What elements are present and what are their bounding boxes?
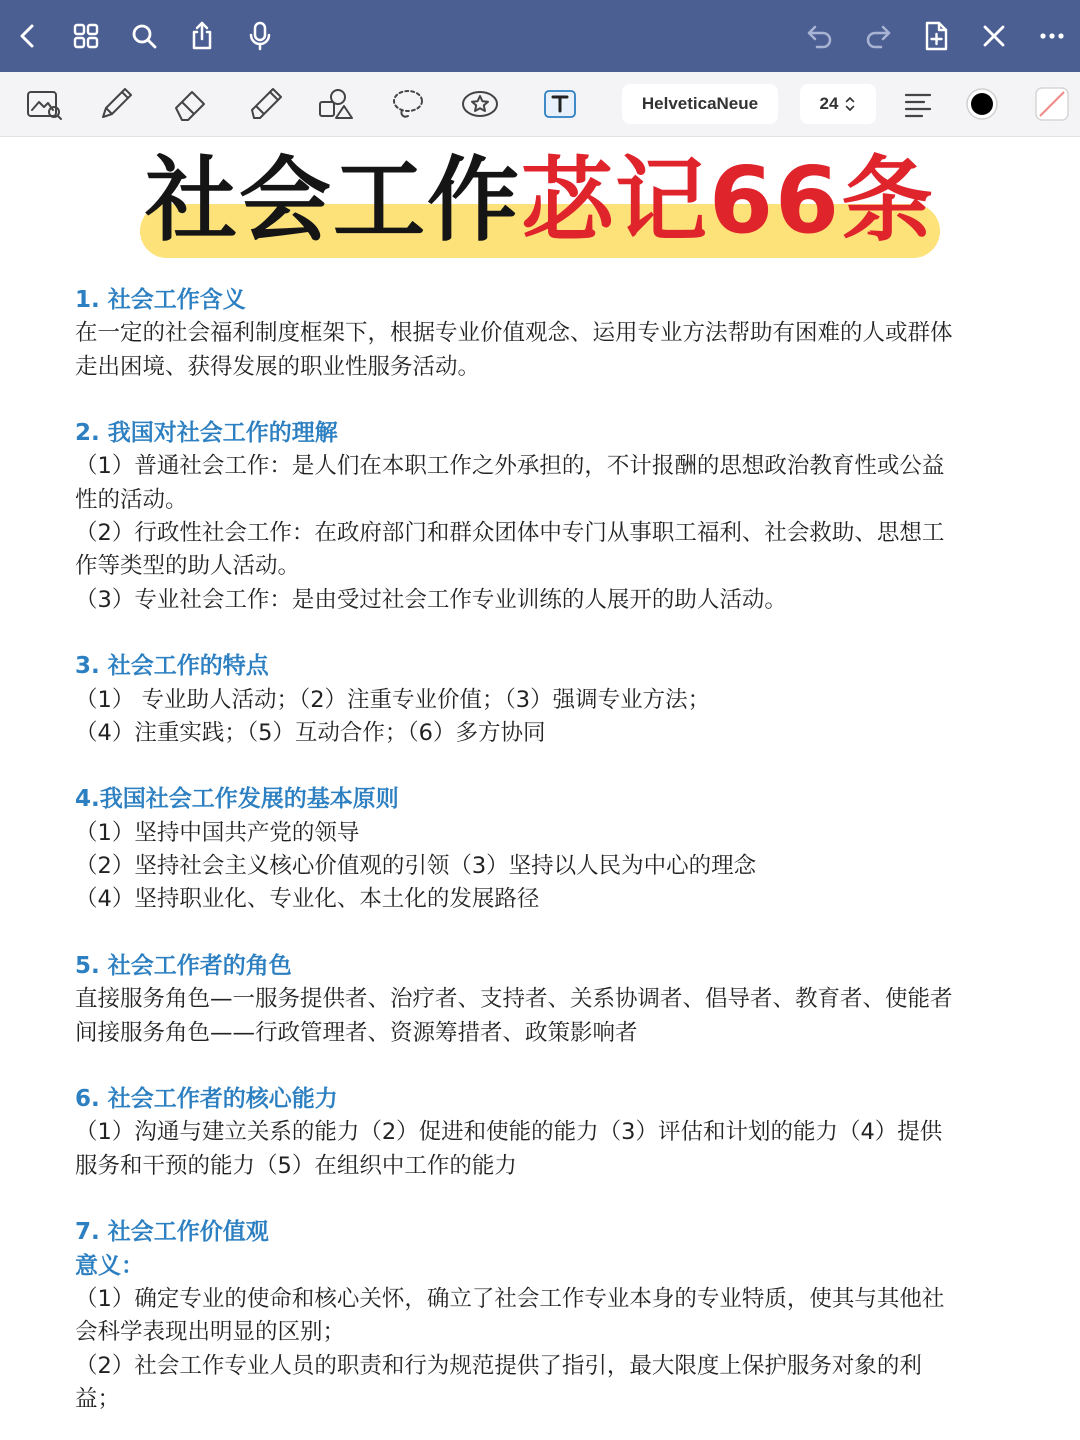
search-icon[interactable] (126, 18, 162, 54)
section-spacer (75, 384, 1015, 417)
section (75, 950, 1015, 1050)
section-spacer (75, 617, 1015, 650)
body-text-line: 间接服务角色——行政管理者、资源筹措者、政策影响者 (75, 1019, 638, 1046)
close-icon[interactable] (976, 18, 1012, 54)
chevron-up-down-icon (844, 95, 856, 113)
sticker-icon[interactable] (458, 82, 502, 126)
eraser-icon[interactable] (168, 82, 212, 126)
title-black-part: 社会工作 (144, 147, 521, 254)
section-heading: 2. 我国对社会工作的理解 (75, 420, 338, 447)
body-text-line: （4）坚持职业化、专业化、本土化的发展路径 (75, 886, 540, 913)
title-red-part: 苾记66条 (520, 147, 936, 254)
section-subheading: 意义： (75, 1252, 144, 1279)
shapes-icon[interactable] (312, 82, 356, 126)
drawing-toolbar (0, 72, 1080, 137)
undo-icon[interactable] (802, 18, 838, 54)
section-spacer (75, 750, 1015, 783)
body-text-line: （2）行政性社会工作：在政府部门和群众团体中专门从事职工福利、社会救助、思想工 (75, 520, 945, 547)
body-text-line: 益； (75, 1385, 121, 1412)
share-icon[interactable] (184, 18, 220, 54)
body-text-line: （1）坚持中国共产党的领导 (75, 819, 360, 846)
microphone-icon[interactable] (242, 18, 278, 54)
highlighter-icon[interactable] (242, 82, 286, 126)
document-title (0, 146, 1080, 256)
section (75, 1216, 1015, 1416)
body-text-line: 在一定的社会福利制度框架下，根据专业价值观念、运用专业方法帮助有困难的人或群体 (75, 320, 953, 347)
back-icon[interactable] (10, 18, 46, 54)
grid-icon[interactable] (68, 18, 104, 54)
document-body[interactable] (75, 284, 1015, 1416)
body-text-line: 性的活动。 (75, 486, 188, 513)
body-text-line: （3）专业社会工作：是由受过社会工作专业训练的人展开的助人活动。 (75, 586, 787, 613)
section-heading: 1. 社会工作含义 (75, 287, 246, 313)
section-spacer (75, 1050, 1015, 1083)
text-align-icon[interactable] (896, 82, 940, 126)
lasso-icon[interactable] (386, 82, 430, 126)
font-size-label: 24 (819, 94, 839, 113)
body-text-line: （2）社会工作专业人员的职责和行为规范提供了指引，最大限度上保护服务对象的利 (75, 1352, 922, 1379)
body-text-line: （1）普通社会工作：是人们在本职工作之外承担的，不计报酬的思想政治教育性或公益 (75, 453, 945, 480)
scan-image-icon[interactable] (22, 82, 66, 126)
section (75, 783, 1015, 916)
font-family-label: HelveticaNeue (641, 94, 759, 113)
font-size-selector[interactable] (800, 84, 876, 124)
section-heading: 6. 社会工作者的核心能力 (75, 1086, 338, 1113)
section-heading: 7. 社会工作价值观 (75, 1219, 269, 1246)
section-heading: 5. 社会工作者的角色 (75, 952, 292, 979)
no-fill-swatch-icon[interactable] (1030, 82, 1074, 126)
color-swatch-black[interactable] (960, 82, 1004, 126)
redo-icon[interactable] (860, 18, 896, 54)
section (75, 417, 1015, 617)
body-text-line: （1） 专业助人活动；（2）注重专业价值；（3）强调专业方法； (75, 686, 711, 713)
section (75, 650, 1015, 750)
body-text-line: 作等类型的助人活动。 (75, 553, 301, 580)
body-text-line: 服务和干预的能力（5）在组织中工作的能力 (75, 1152, 517, 1179)
section (75, 1083, 1015, 1183)
font-family-selector[interactable] (622, 84, 778, 124)
pen-icon[interactable] (94, 82, 138, 126)
body-text-line: 走出困境、获得发展的职业性服务活动。 (75, 353, 481, 380)
document-title-area (0, 140, 1080, 270)
section (75, 284, 1015, 384)
body-text-line: （2）坚持社会主义核心价值观的引领（3）坚持以人民为中心的理念 (75, 853, 757, 880)
body-text-line: 会科学表现出明显的区别； (75, 1319, 346, 1346)
section-heading: 3. 社会工作的特点 (75, 653, 269, 680)
more-icon[interactable] (1034, 18, 1070, 54)
section-heading: 4.我国社会工作发展的基本原则 (75, 786, 399, 813)
body-text-line: （1）确定专业的使命和核心关怀，确立了社会工作专业本身的专业特质，使其与其他社 (75, 1285, 945, 1312)
body-text-line: （1）沟通与建立关系的能力（2）促进和使能的能力（3）评估和计划的能力（4）提供 (75, 1119, 943, 1146)
body-text-line: 直接服务角色—一服务提供者、治疗者、支持者、关系协调者、倡导者、教育者、使能者 (75, 986, 953, 1013)
top-navigation-bar (0, 0, 1080, 72)
add-page-icon[interactable] (918, 18, 954, 54)
body-text-line: （4）注重实践；（5）互动合作；（6）多方协同 (75, 719, 546, 746)
text-tool-icon[interactable] (538, 82, 582, 126)
section-spacer (75, 917, 1015, 950)
section-spacer (75, 1183, 1015, 1216)
